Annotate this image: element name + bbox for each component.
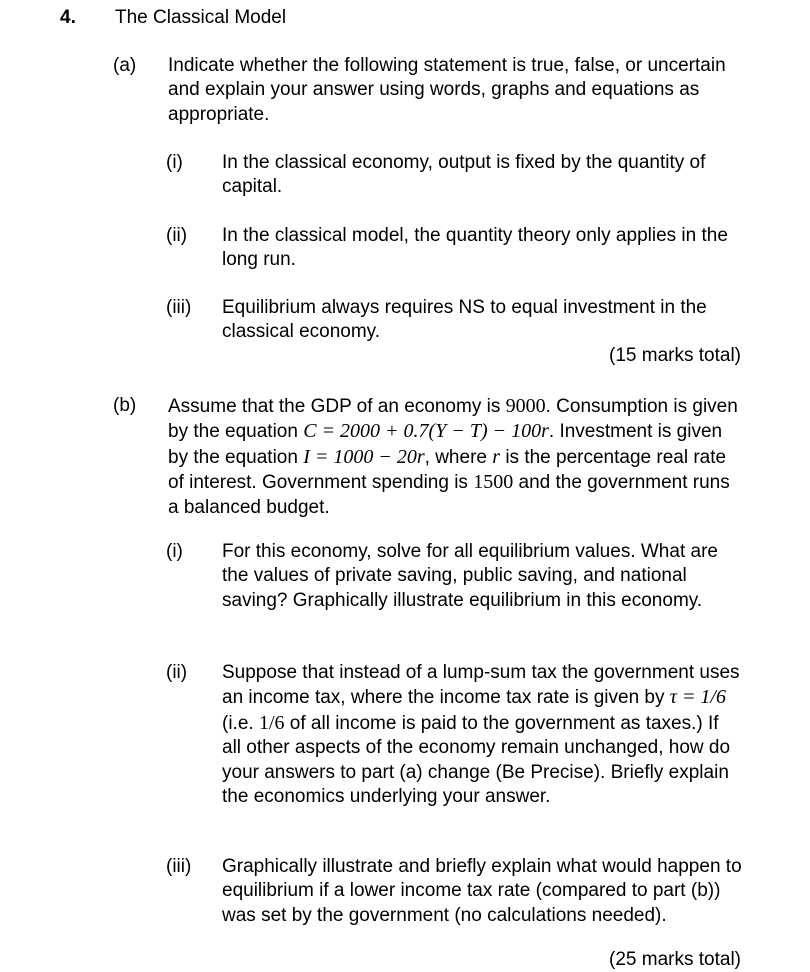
gdp-value: 9000 [505,395,546,417]
part-a-label: (a) [113,55,137,76]
part-b-marks: (25 marks total) [609,949,741,970]
part-b-item-3-label: (iii) [166,856,192,877]
part-b-item-1-label: (i) [166,541,183,562]
gov-spending-value: 1500 [473,471,514,494]
part-a-item-2-label: (ii) [166,225,188,246]
part-a-item-1-label: (i) [166,152,183,173]
investment-equation: I = 1000 − 20r [303,445,425,468]
interest-rate-symbol: r [492,445,501,468]
part-a-text: Indicate whether the following statement is true, false, or uncertain and explain your answer using words, graphs and equations as appropriate. [168,55,726,125]
part-a-marks: (15 marks total) [609,345,741,366]
tax-rate-equation: τ = 1/6 [669,686,726,709]
part-b-intro: Assume that the GDP of an economy is 9000. Consumption is given by the equation C = 2000 + 0.7(Y − T) − 100r. Investment is given by the equation I = 1000 − 20r, where r is the percentage real rate of interest. Government spending is 1500 and the government runs a balanced budget. [168,395,738,518]
part-a-item-2-text: In the classical model, the quantity theory only applies in the long run. [222,225,728,271]
part-b-item-2-label: (ii) [166,662,188,683]
part-b-item-2-text: Suppose that instead of a lump-sum tax the government uses an income tax, where the income tax rate is given by τ = 1/6 (i.e. 1/6 of all income is paid to the government as taxes.) If all other aspects of the economy remain unchanged, how do your answers to part (a) change (Be Precise). Briefly explain the economics underlying your answer. [222,662,740,808]
part-b-item-1-text: For this economy, solve for all equilibrium values. What are the values of private saving, public saving, and national saving? Graphically illustrate equilibrium in this economy. [222,541,718,611]
question-number: 4. [60,7,76,28]
part-a-item-3-label: (iii) [166,297,192,318]
part-b-item-3-text: Graphically illustrate and briefly explain what would happen to equilibrium if a lower income tax rate (compared to part (b)) was set by the government (no calculations needed). [222,856,742,926]
question-title: The Classical Model [115,7,287,28]
consumption-equation: C = 2000 + 0.7(Y − T) − 100r [303,420,549,443]
part-a-item-1-text: In the classical economy, output is fixed by the quantity of capital. [222,152,706,198]
tax-fraction: 1/6 [258,711,285,734]
part-a-item-3-text: Equilibrium always requires NS to equal investment in the classical economy. [222,297,707,343]
part-b-label: (b) [113,395,137,416]
